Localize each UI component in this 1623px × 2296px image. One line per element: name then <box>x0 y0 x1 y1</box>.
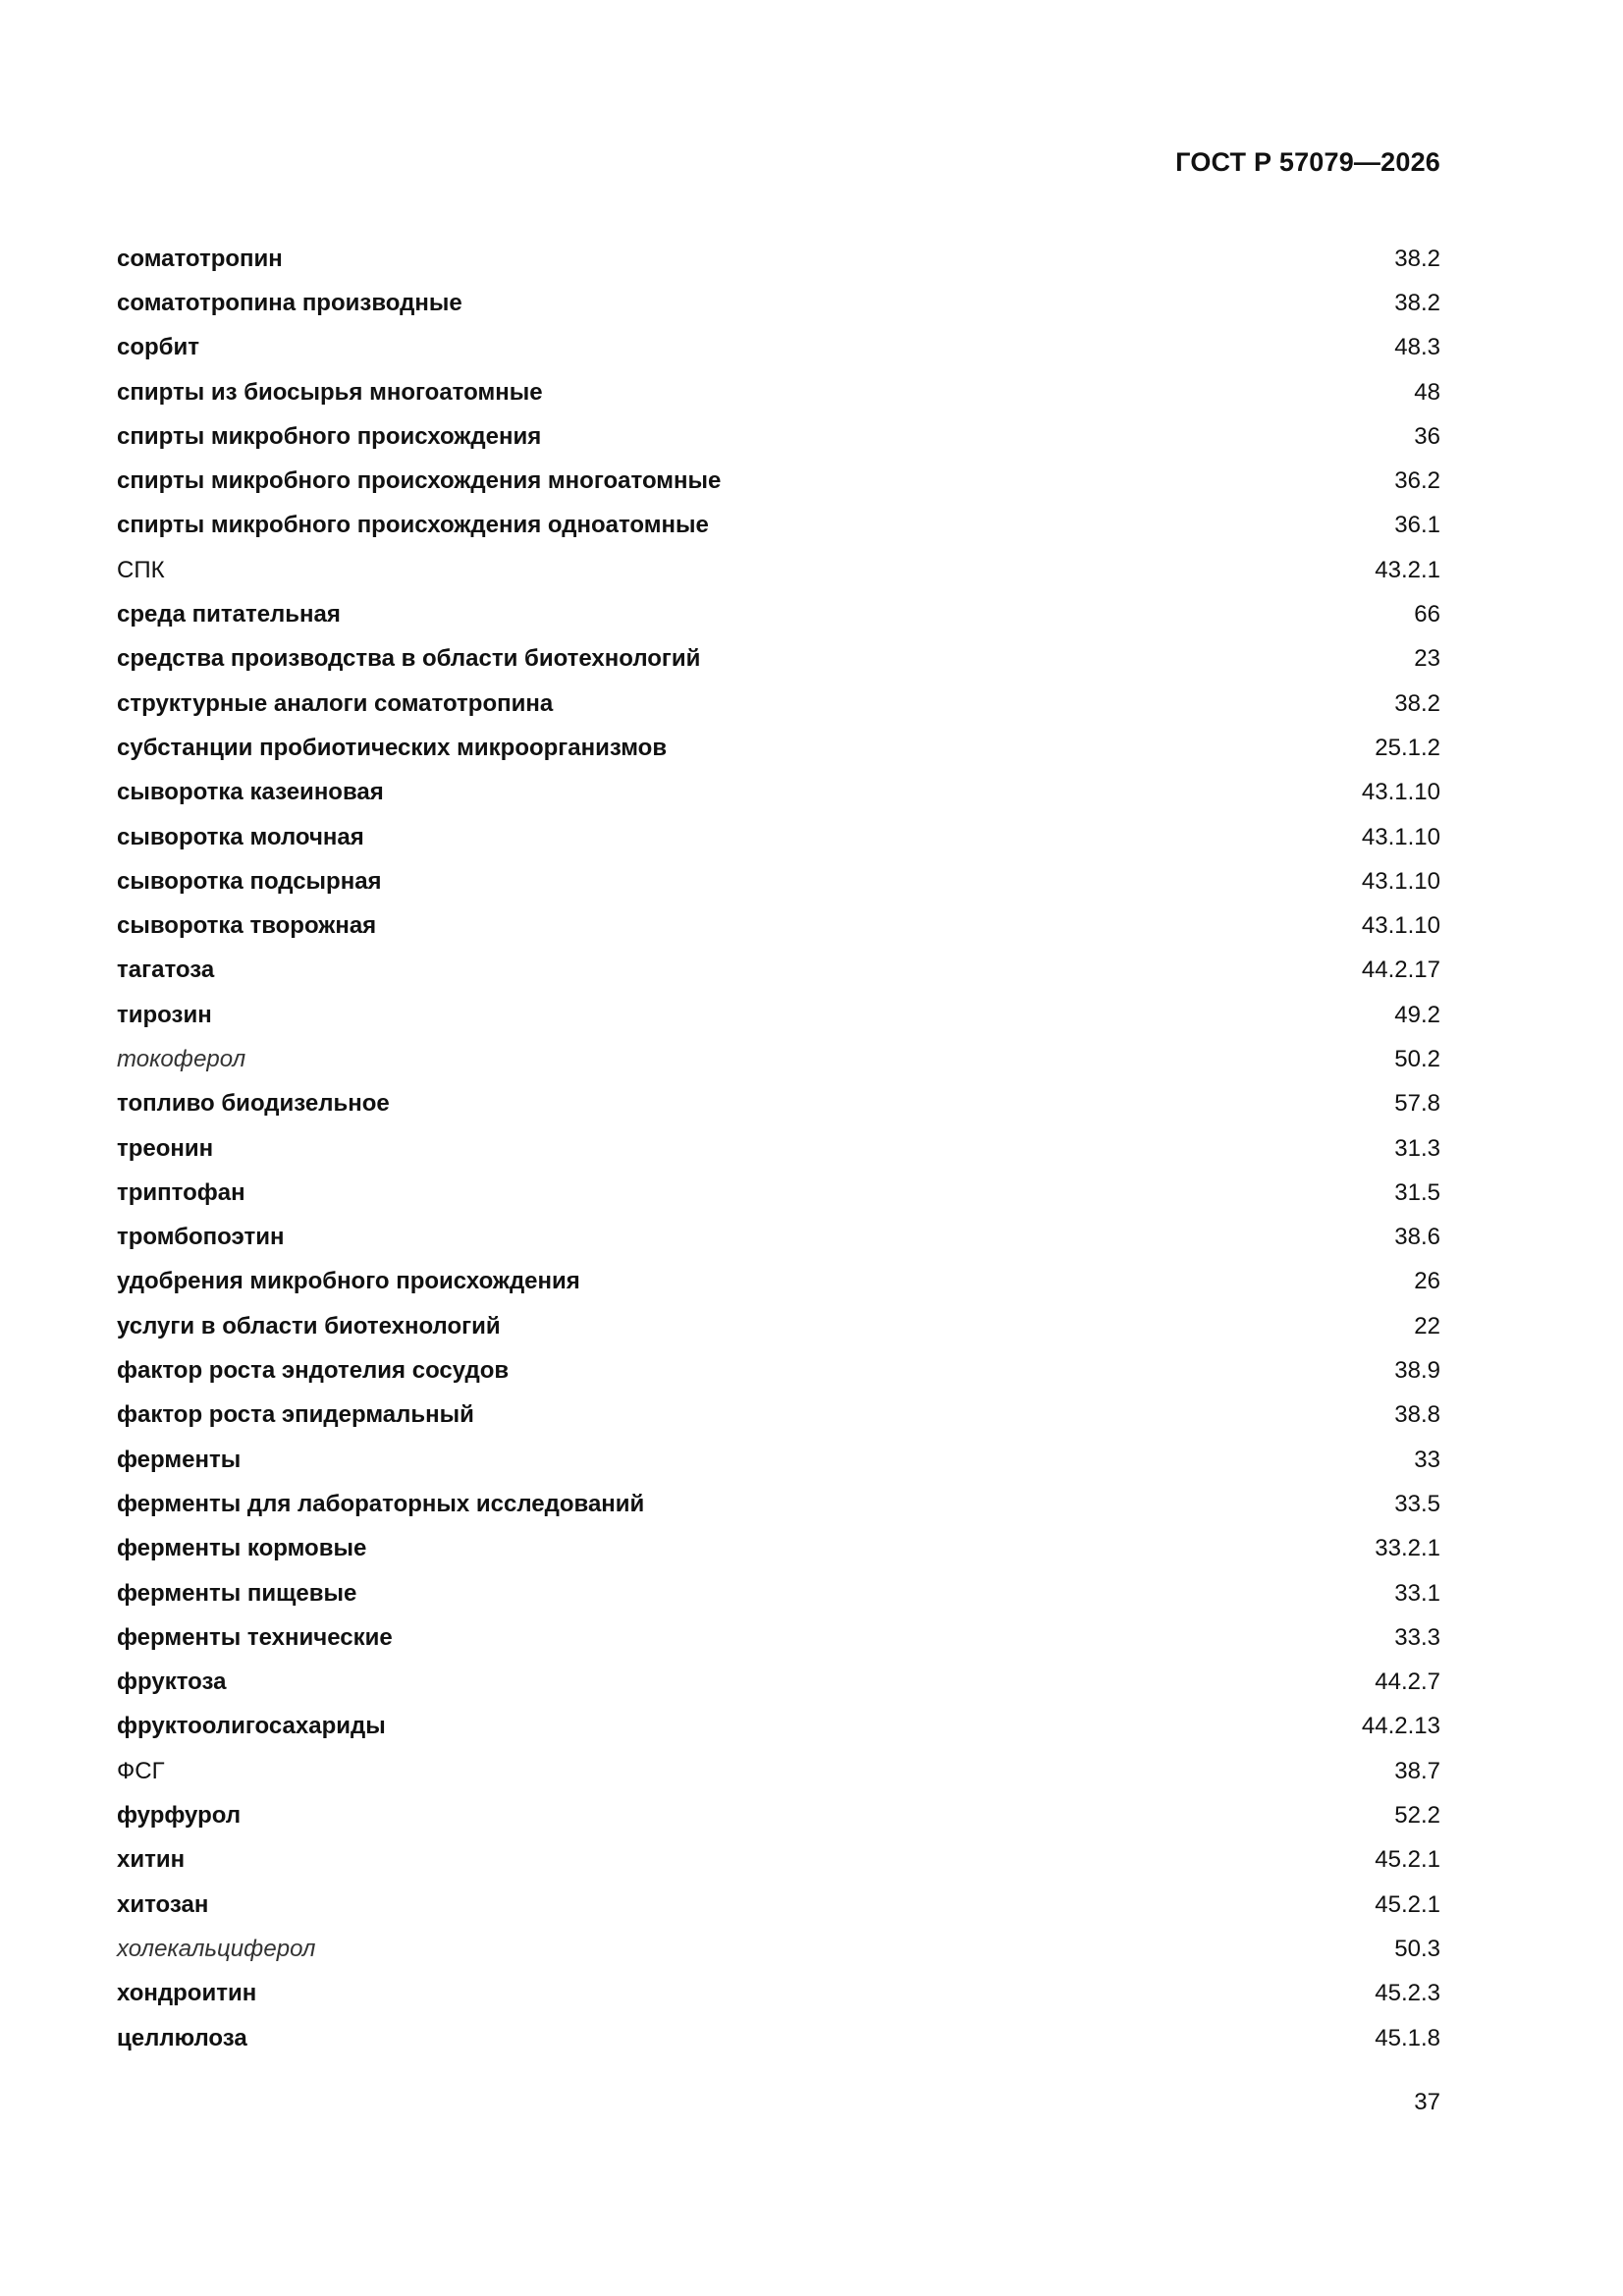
index-term: субстанции пробиотических микроорганизмов <box>117 734 668 761</box>
index-term: ферменты технические <box>117 1623 393 1651</box>
index-term: СПК <box>117 556 165 583</box>
index-reference: 38.6 <box>1394 1224 1440 1251</box>
index-reference: 38.9 <box>1394 1357 1440 1385</box>
index-entry <box>117 859 1440 903</box>
index-reference: 33.2.1 <box>1375 1535 1440 1562</box>
index-entry <box>117 504 1440 548</box>
index-term: целлюлоза <box>117 2024 247 2051</box>
index-term: спирты микробного происхождения <box>117 422 542 450</box>
index-reference: 44.2.7 <box>1375 1668 1440 1696</box>
index-entry <box>117 1927 1440 1971</box>
index-reference: 33.5 <box>1394 1490 1440 1517</box>
index-reference: 25.1.2 <box>1375 734 1440 761</box>
index-term: сыворотка подсырная <box>117 867 382 895</box>
index-reference: 22 <box>1414 1312 1440 1339</box>
index-entry <box>117 1126 1440 1171</box>
index-reference: 33 <box>1414 1446 1440 1473</box>
index-term: хитозан <box>117 1890 209 1918</box>
index-entry <box>117 815 1440 859</box>
index-term: фактор роста эндотелия сосудов <box>117 1357 510 1385</box>
index-reference: 33.3 <box>1394 1623 1440 1651</box>
index-entry <box>117 459 1440 503</box>
index-term: ФСГ <box>117 1757 165 1784</box>
index-entry <box>117 370 1440 414</box>
index-reference: 48.3 <box>1394 334 1440 361</box>
alphabetical-index <box>117 237 1440 2060</box>
index-entry <box>117 1883 1440 1927</box>
index-term: фруктоза <box>117 1668 227 1696</box>
index-term: спирты из биосырья многоатомные <box>117 378 543 406</box>
index-reference: 36 <box>1414 422 1440 450</box>
index-entry <box>117 281 1440 325</box>
index-term: спирты микробного происхождения многоатомные <box>117 467 722 495</box>
index-entry <box>117 1838 1440 1883</box>
index-entry <box>117 592 1440 636</box>
index-entry <box>117 637 1440 682</box>
index-term: сыворотка казеиновая <box>117 779 384 806</box>
index-reference: 45.1.8 <box>1375 2024 1440 2051</box>
index-reference: 23 <box>1414 645 1440 673</box>
index-reference: 43.1.10 <box>1361 912 1440 940</box>
index-reference: 33.1 <box>1394 1579 1440 1607</box>
index-entry <box>117 414 1440 459</box>
index-term: токоферол <box>117 1045 246 1072</box>
index-reference: 44.2.17 <box>1361 957 1440 984</box>
index-entry <box>117 1304 1440 1348</box>
index-term: удобрения микробного происхождения <box>117 1268 580 1295</box>
index-entry <box>117 726 1440 770</box>
index-reference: 43.1.10 <box>1361 779 1440 806</box>
index-term: треонин <box>117 1134 214 1162</box>
index-term: тирозин <box>117 1001 212 1028</box>
index-reference: 45.2.1 <box>1375 1890 1440 1918</box>
index-entry <box>117 1661 1440 1705</box>
index-entry <box>117 1348 1440 1393</box>
index-term: хитин <box>117 1846 186 1874</box>
index-entry <box>117 993 1440 1037</box>
index-term: тромбопоэтин <box>117 1224 285 1251</box>
index-entry <box>117 1793 1440 1837</box>
index-term: ферменты <box>117 1446 242 1473</box>
index-term: структурные аналоги соматотропина <box>117 689 554 717</box>
index-entry <box>117 326 1440 370</box>
index-entry <box>117 949 1440 993</box>
index-entry <box>117 903 1440 948</box>
index-entry <box>117 1972 1440 2016</box>
index-term: хондроитин <box>117 1980 257 2007</box>
index-entry <box>117 682 1440 726</box>
index-term: сорбит <box>117 334 199 361</box>
index-reference: 38.7 <box>1394 1757 1440 1784</box>
index-term: спирты микробного происхождения одноатомные <box>117 512 709 539</box>
index-entry <box>117 771 1440 815</box>
index-reference: 31.3 <box>1394 1134 1440 1162</box>
index-reference: 48 <box>1414 378 1440 406</box>
index-reference: 43.1.10 <box>1361 867 1440 895</box>
index-entry <box>117 1749 1440 1793</box>
index-term: соматотропин <box>117 245 283 272</box>
index-term: ферменты для лабораторных исследований <box>117 1490 645 1517</box>
index-reference: 57.8 <box>1394 1090 1440 1118</box>
index-entry <box>117 2016 1440 2060</box>
index-term: соматотропина производные <box>117 289 462 316</box>
index-term: триптофан <box>117 1178 245 1206</box>
index-reference: 50.3 <box>1394 1935 1440 1962</box>
index-entry <box>117 1615 1440 1660</box>
index-reference: 38.2 <box>1394 689 1440 717</box>
index-reference: 45.2.1 <box>1375 1846 1440 1874</box>
index-reference: 36.2 <box>1394 467 1440 495</box>
index-reference: 26 <box>1414 1268 1440 1295</box>
index-reference: 49.2 <box>1394 1001 1440 1028</box>
index-reference: 50.2 <box>1394 1045 1440 1072</box>
index-entry <box>117 1705 1440 1749</box>
index-reference: 45.2.3 <box>1375 1980 1440 2007</box>
index-term: фактор роста эпидермальный <box>117 1401 474 1429</box>
index-entry <box>117 1394 1440 1438</box>
index-reference: 36.1 <box>1394 512 1440 539</box>
index-entry <box>117 1216 1440 1260</box>
index-entry <box>117 548 1440 592</box>
index-entry <box>117 1037 1440 1081</box>
index-entry <box>117 1482 1440 1526</box>
index-reference: 52.2 <box>1394 1802 1440 1830</box>
index-reference: 43.2.1 <box>1375 556 1440 583</box>
page-number: 37 <box>1414 2089 1440 2115</box>
index-entry <box>117 1171 1440 1215</box>
index-reference: 43.1.10 <box>1361 823 1440 850</box>
index-reference: 44.2.13 <box>1361 1713 1440 1740</box>
index-reference: 66 <box>1414 601 1440 629</box>
index-entry <box>117 1571 1440 1615</box>
index-entry <box>117 1438 1440 1482</box>
index-term: среда питательная <box>117 601 341 629</box>
index-reference: 31.5 <box>1394 1178 1440 1206</box>
index-term: услуги в области биотехнологий <box>117 1312 501 1339</box>
index-term: фруктоолигосахариды <box>117 1713 386 1740</box>
standard-code-header: ГОСТ Р 57079—2026 <box>1175 147 1440 177</box>
index-reference: 38.8 <box>1394 1401 1440 1429</box>
index-term: топливо биодизельное <box>117 1090 390 1118</box>
index-term: фурфурол <box>117 1802 242 1830</box>
index-entry <box>117 1260 1440 1304</box>
index-term: ферменты пищевые <box>117 1579 357 1607</box>
index-entry <box>117 1082 1440 1126</box>
index-term: ферменты кормовые <box>117 1535 367 1562</box>
index-term: холекальциферол <box>117 1935 316 1962</box>
index-entry <box>117 1527 1440 1571</box>
index-term: средства производства в области биотехнологий <box>117 645 701 673</box>
index-reference: 38.2 <box>1394 289 1440 316</box>
index-term: сыворотка молочная <box>117 823 364 850</box>
index-term: сыворотка творожная <box>117 912 377 940</box>
index-term: тагатоза <box>117 957 215 984</box>
index-reference: 38.2 <box>1394 245 1440 272</box>
index-entry <box>117 237 1440 281</box>
